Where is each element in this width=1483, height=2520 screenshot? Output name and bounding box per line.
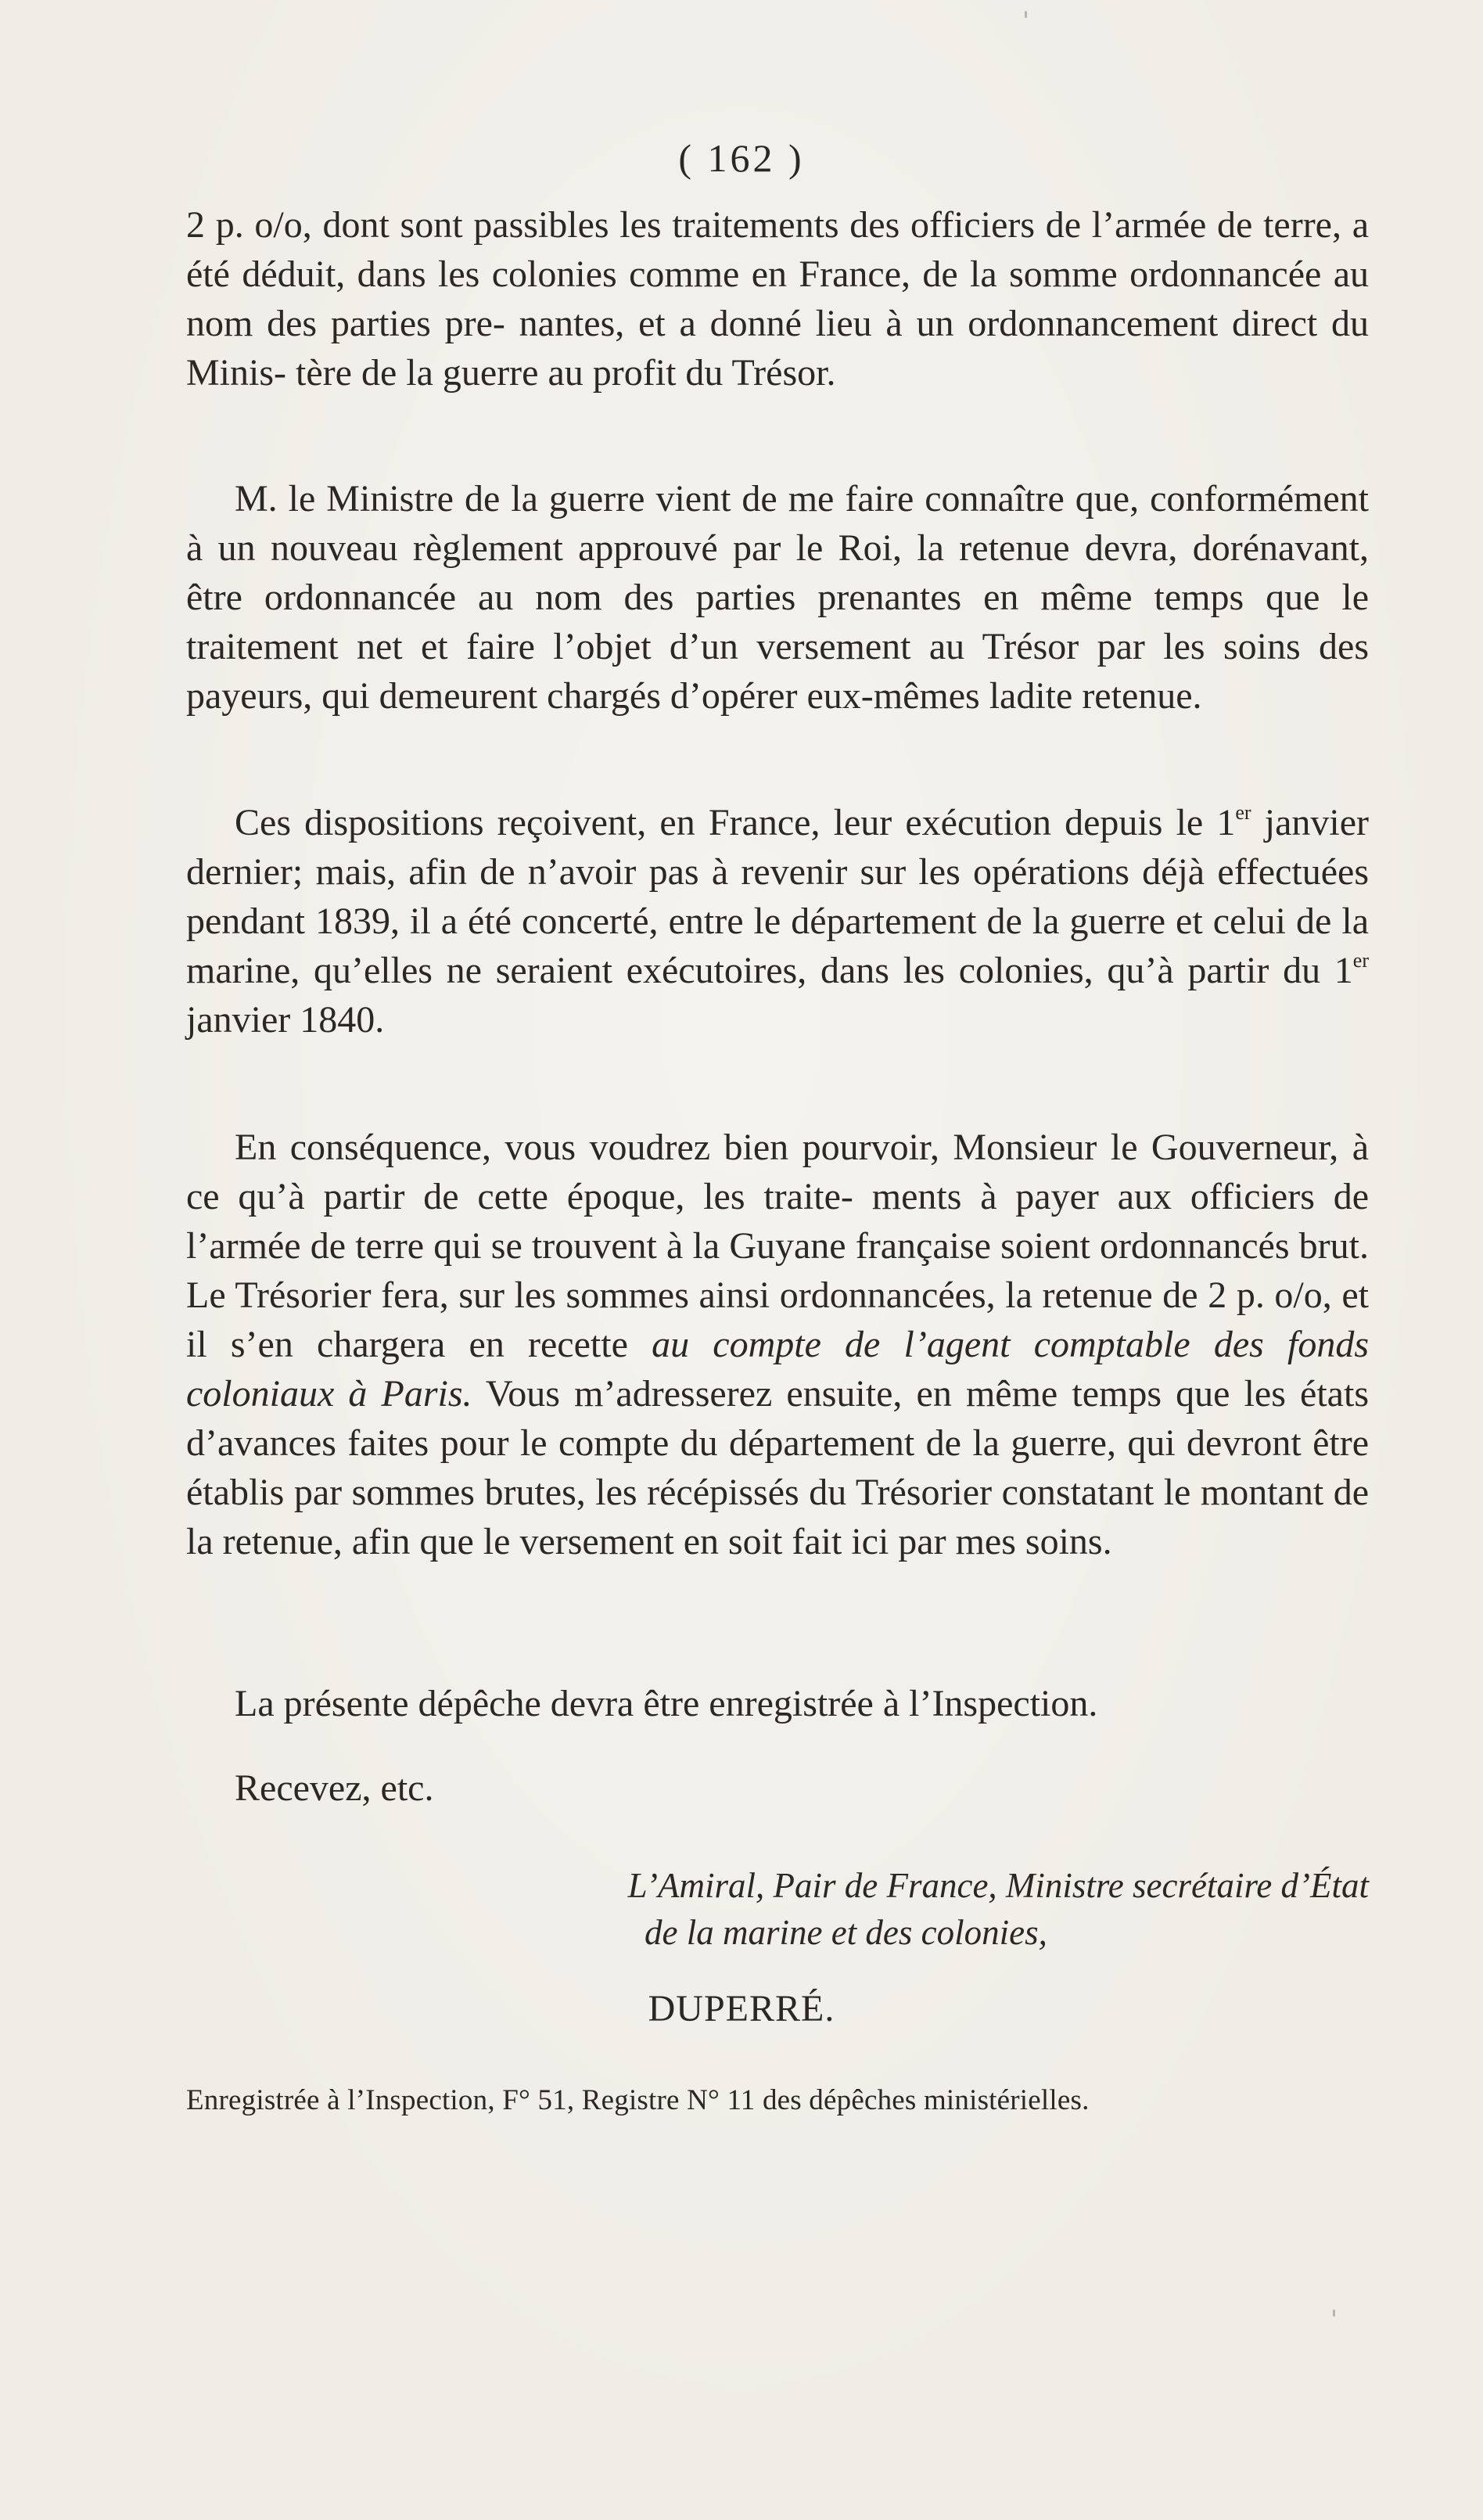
signature-title-line-1: L’Amiral, Pair de France, Ministre secrétaire d’État: [627, 1866, 1369, 1905]
signature-title: [186, 1862, 1369, 1956]
paragraph-consequence: [186, 1123, 1369, 1566]
paragraph-3-part-a: Ces dispositions reçoivent, en France, leur exécution depuis le 1: [235, 802, 1236, 843]
ordinal-suffix: er: [1235, 801, 1251, 824]
paragraph-4-part-a: En conséquence, vous voudrez bien pourvoir, Monsieur le Gouverneur, à ce qu’à partir de cette époque, les traite- ments à payer aux officiers de l’armée de terre qui se trouvent à la Guyane française soient ordonnancés brut. Le Trésorier fera, sur les sommes ainsi ordonnancées, la retenue de 2 p. o/o, et il s’en chargera en recette: [186, 1127, 1369, 1365]
paragraph-4-part-b: Vous m’adresserez ensuite, en même temps que les états d’avances faites pour le compte du département de la guerre, qui devront être établis par sommes brutes, les récépissés du Trésorier constatant le montant de la retenue, afin que le versement en soit fait ici par mes soins.: [186, 1373, 1370, 1562]
paper-speck: [1333, 2310, 1335, 2317]
paragraph-4-text: [186, 1123, 1369, 1566]
paragraph-3-part-c: janvier 1840.: [186, 999, 385, 1041]
paragraph-6-text: Recevez, etc.: [235, 1767, 434, 1809]
paragraph-5-text: La présente dépêche devra être enregistrée à l’Inspection.: [235, 1683, 1098, 1724]
paragraph-continuation: [186, 200, 1369, 397]
signature-name: DUPERRÉ.: [648, 1988, 835, 2029]
registration-footnote: Enregistrée à l’Inspection, F° 51, Registre N° 11 des dépêches ministérielles.: [186, 2084, 1090, 2116]
paragraph-closing: [186, 1763, 1369, 1813]
ordinal-suffix: er: [1352, 949, 1369, 972]
paragraph-dispositions: [186, 798, 1369, 1044]
signature-title-line-2: de la marine et des colonies,: [645, 1913, 1047, 1952]
page-number: ( 162 ): [678, 136, 805, 180]
paragraph-minister-notice: [186, 474, 1369, 721]
paragraph-2-text: M. le Ministre de la guerre vient de me faire connaître que, conformément à un nouveau règlement approuvé par le Roi, la retenue devra, dorénavant, être ordonnancée au nom des parties prenantes en même temps que le traitement net et faire l’objet d’un versement au Trésor par les soins des payeurs, qui demeurent chargés d’opérer eux-mêmes ladite retenue.: [186, 478, 1369, 717]
paragraph-3-text: [186, 798, 1369, 1044]
paragraph-1-text: 2 p. o/o, dont sont passibles les traitements des officiers de l’armée de terre, a été déduit, dans les colonies comme en France, de la somme ordonnancée au nom des parties pre- nantes, et a donné lieu à un ordonnancement direct du Minis- tère de la guerre au profit du Trésor.: [186, 204, 1369, 394]
paragraph-3-part-b: janvier dernier; mais, afin de n’avoir pas à revenir sur les opérations déjà effectuées pendant 1839, il a été concerté, entre le département de la guerre et celui de la marine, qu’elles ne seraient exécutoires, dans les colonies, qu’à partir du 1: [186, 802, 1369, 991]
paper-speck: [1025, 11, 1027, 18]
paragraph-4-italic-account: au compte de l’agent comptable des fonds coloniaux à Paris.: [186, 1324, 1370, 1415]
paragraph-registration: [186, 1679, 1369, 1728]
